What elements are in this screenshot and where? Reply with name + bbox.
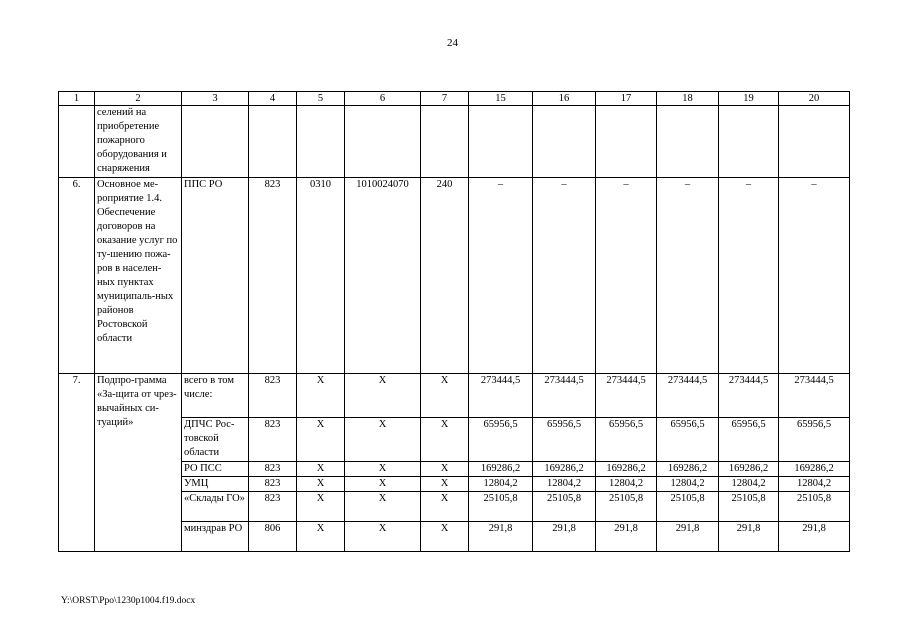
col-header: 1 (59, 92, 95, 106)
cell-value: 273444,5 (469, 374, 533, 418)
cell-value: 823 (249, 418, 297, 462)
cell-value: X (421, 462, 469, 477)
cell-value: 1010024070 (345, 178, 421, 374)
col-header: 16 (533, 92, 596, 106)
cell-value: 169286,2 (533, 462, 596, 477)
cell-value: 273444,5 (719, 374, 779, 418)
cell-value: 240 (421, 178, 469, 374)
col-header: 4 (249, 92, 297, 106)
cell-value: 12804,2 (596, 477, 657, 492)
cell-value: – (657, 178, 719, 374)
cell-value: 65956,5 (596, 418, 657, 462)
cell-value: X (297, 374, 345, 418)
cell-value: 169286,2 (469, 462, 533, 477)
cell-value: 12804,2 (719, 477, 779, 492)
cell-value: X (345, 462, 421, 477)
col-header: 17 (596, 92, 657, 106)
item-name: Основное ме-роприятие 1.4. Обеспечение договоров на оказание услуг по ту-шению пожа-ров в населен-ных пунктах муниципаль-ных районов Ростовской области (95, 178, 182, 374)
col-header: 2 (95, 92, 182, 106)
cell-value: – (533, 178, 596, 374)
col-header: 6 (345, 92, 421, 106)
row-number: 6. (59, 178, 95, 374)
executor: минздрав РО (182, 522, 249, 552)
cell-value: 823 (249, 374, 297, 418)
cell-value: X (345, 374, 421, 418)
col-header: 15 (469, 92, 533, 106)
executor: ППС РО (182, 178, 249, 374)
cell-value: 25105,8 (719, 492, 779, 522)
executor: всего в том числе: (182, 374, 249, 418)
cell-value: 12804,2 (657, 477, 719, 492)
cell-value: X (297, 462, 345, 477)
cell-value: 823 (249, 178, 297, 374)
cell-value: X (421, 522, 469, 552)
cell-value: 291,8 (719, 522, 779, 552)
header-row (59, 92, 850, 106)
col-header: 7 (421, 92, 469, 106)
row-number: 7. (59, 374, 95, 552)
page-number: 24 (447, 37, 458, 49)
cell-value: 291,8 (469, 522, 533, 552)
cell-value: X (297, 522, 345, 552)
cell-value: X (421, 492, 469, 522)
file-path-footer: Y:\ORST\Ppo\1230p1004.f19.docx (61, 596, 196, 606)
table-row (59, 178, 850, 374)
cell-value: 65956,5 (657, 418, 719, 462)
item-name: селений на приобретение пожарного оборудования и снаряжения (95, 106, 182, 178)
cell-value: X (345, 477, 421, 492)
cell-value: – (469, 178, 533, 374)
executor: ДПЧС Рос-товской области (182, 418, 249, 462)
cell-value: 291,8 (596, 522, 657, 552)
col-header: 20 (779, 92, 850, 106)
col-header: 19 (719, 92, 779, 106)
cell-value: 65956,5 (719, 418, 779, 462)
cell-value: 169286,2 (657, 462, 719, 477)
cell-value: X (345, 492, 421, 522)
cell-value: 65956,5 (779, 418, 850, 462)
executor: «Склады ГО» (182, 492, 249, 522)
cell-value: 65956,5 (469, 418, 533, 462)
cell-value: 823 (249, 492, 297, 522)
cell-value: X (421, 418, 469, 462)
cell-value: 25105,8 (657, 492, 719, 522)
cell-value: – (596, 178, 657, 374)
cell-value: 291,8 (779, 522, 850, 552)
cell-value: X (297, 418, 345, 462)
cell-value: X (421, 374, 469, 418)
cell-value: 823 (249, 462, 297, 477)
cell-value: 169286,2 (779, 462, 850, 477)
cell-value: X (297, 477, 345, 492)
cell-value: 169286,2 (719, 462, 779, 477)
cell-value: 169286,2 (596, 462, 657, 477)
col-header: 5 (297, 92, 345, 106)
table-row (59, 374, 850, 418)
cell-value: 12804,2 (469, 477, 533, 492)
cell-value: 0310 (297, 178, 345, 374)
cell-value: 273444,5 (779, 374, 850, 418)
cell-value: 806 (249, 522, 297, 552)
table-row (59, 106, 850, 178)
cell-value: 12804,2 (533, 477, 596, 492)
cell-value: 273444,5 (657, 374, 719, 418)
cell-value: – (779, 178, 850, 374)
executor: УМЦ (182, 477, 249, 492)
cell-value: 291,8 (657, 522, 719, 552)
cell-value: 12804,2 (779, 477, 850, 492)
executor: РО ПСС (182, 462, 249, 477)
cell-value: 25105,8 (779, 492, 850, 522)
cell-value: 273444,5 (533, 374, 596, 418)
col-header: 3 (182, 92, 249, 106)
cell-value: 291,8 (533, 522, 596, 552)
item-name: Подпро-грамма «За-щита от чрез-вычайных си-туаций» (95, 374, 182, 552)
cell-value: X (345, 522, 421, 552)
cell-value: 823 (249, 477, 297, 492)
cell-value: 273444,5 (596, 374, 657, 418)
cell-value: 65956,5 (533, 418, 596, 462)
cell-value: X (297, 492, 345, 522)
cell-value: – (719, 178, 779, 374)
col-header: 18 (657, 92, 719, 106)
cell-value: 25105,8 (469, 492, 533, 522)
cell-value: 25105,8 (596, 492, 657, 522)
cell-value: 25105,8 (533, 492, 596, 522)
cell-value: X (345, 418, 421, 462)
budget-table (58, 91, 850, 552)
cell-value: X (421, 477, 469, 492)
